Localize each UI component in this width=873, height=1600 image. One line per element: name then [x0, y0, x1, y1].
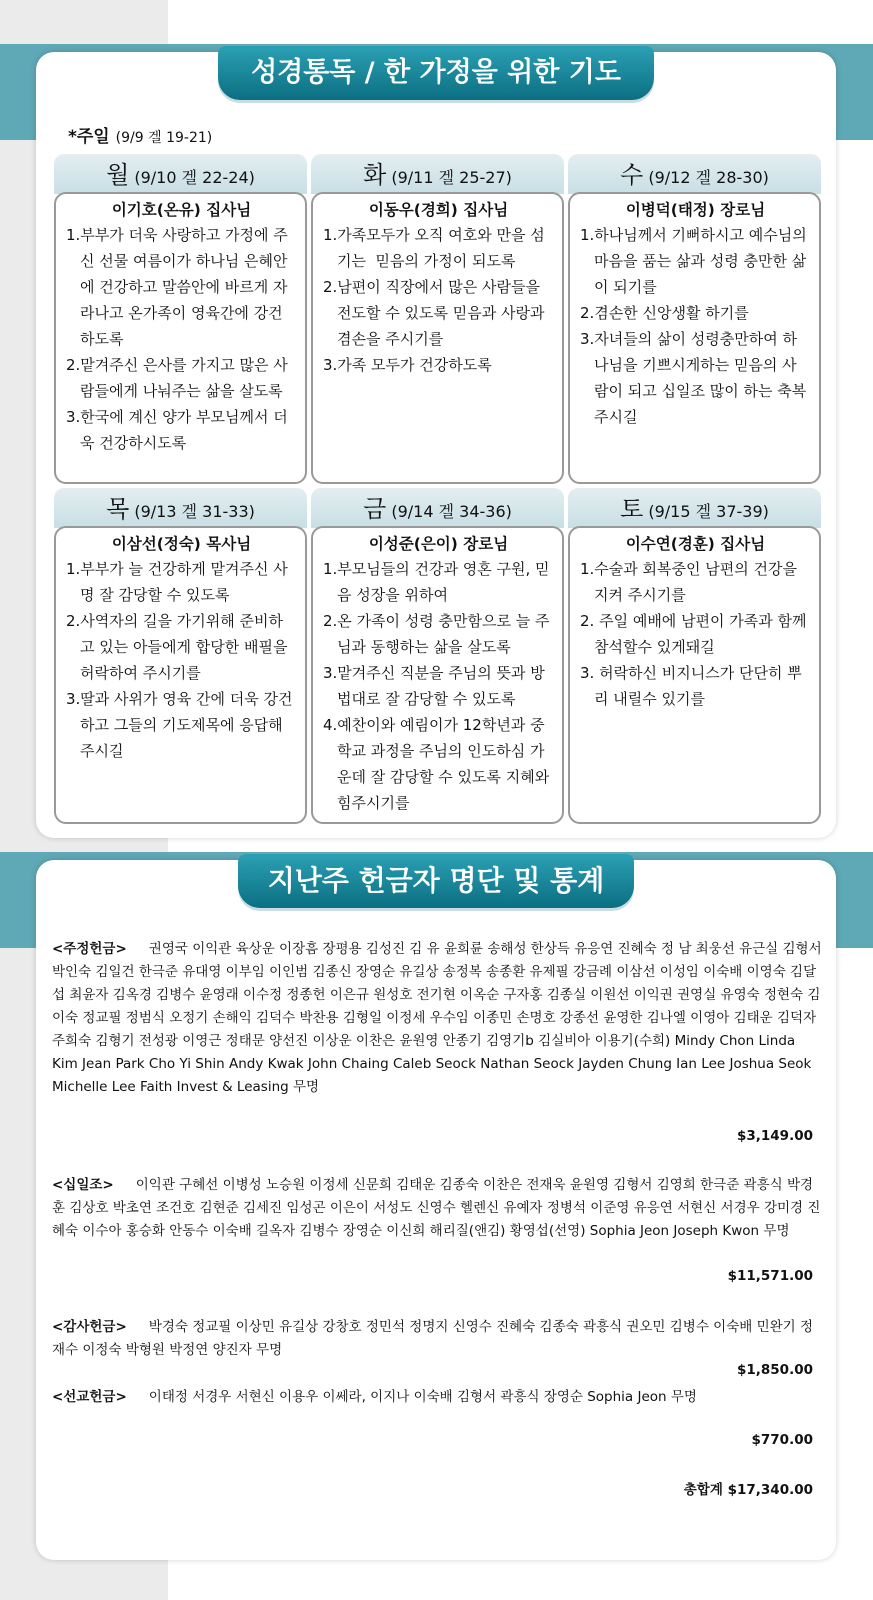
day-reading-range: (9/13 겔 31-33) — [134, 502, 255, 521]
prayer-person: 이성준(은이) 장로님 — [368, 535, 509, 553]
prayer-item: 2.겸손한 신앙생활 하기를 — [580, 304, 749, 322]
prayer-item: 3.가족 모두가 건강하도록 — [323, 356, 492, 374]
day-prayer-box — [568, 192, 821, 484]
day-name: 토 — [620, 495, 644, 523]
sunday-reading — [68, 122, 212, 147]
section-names: 권영국 이익관 육상운 이장흠 장평용 김성진 김 유 윤희륜 송해성 한상득 유응연 진혜숙 정 남 최웅선 유근실 김형서 박인숙 김일건 한극준 유대영 이부임 이인범 김종신 장영순 유길상 송정복 송종환 유제필 강금례 이삼선 이성임 이숙배 이영숙 김달섭 최윤자 김옥경 김병수 윤영래 이수정 정종헌 이은규 원성호 전기현 이옥순 구자홍 김종실 이원선 이익권 권영실 유영숙 정현숙 김이숙 정교필 정범식 오정기 손해익 김덕수 박찬용 김형일 이정세 우수임 이종민 손명호 강종선 윤영한 김나엘 이영아 김태운 김덕자 주희숙 김형기 전성광 이영근 정태문 양선진 이상운 이찬은 윤원영 안종기 김영기b 김실비아 이용기(수희) Mindy Chon Linda Kim Jean Park Cho Yi Shin Andy Kwak John Chaing Caleb Seock Nathan Seock Jayden Chung Ian Lee Joshua Seok Michelle Lee Faith Invest & Leasing 무명 — [52, 941, 822, 1095]
prayer-banner-title: 성경통독 / 한 가정을 위한 기도 — [251, 57, 621, 88]
prayer-item: 1.수술과 회복중인 남편의 건강을 지켜 주시기를 — [580, 560, 802, 604]
offering-banner-title: 지난주 헌금자 명단 및 통계 — [267, 864, 605, 897]
prayer-item: 2. 주일 예배에 남편이 가족과 함께 참석할수 있게돼길 — [580, 612, 812, 656]
prayer-day-2 — [568, 154, 821, 484]
day-header — [54, 154, 307, 194]
prayer-person: 이삼선(정숙) 목사님 — [111, 535, 252, 553]
section-label: <선교헌금> — [52, 1389, 127, 1405]
amount-mission: $770.00 — [751, 1432, 813, 1448]
prayer-person: 이동우(경희) 집사님 — [368, 201, 509, 219]
day-header — [568, 154, 821, 194]
offering-section-thanks — [52, 1316, 824, 1362]
prayer-day-4 — [311, 488, 564, 824]
prayer-item: 2.맡겨주신 은사를 가지고 많은 사람들에게 나눠주는 삶을 살도록 — [66, 356, 288, 400]
prayer-day-5 — [568, 488, 821, 824]
day-name: 수 — [620, 161, 644, 189]
day-reading-range: (9/10 겔 22-24) — [134, 168, 255, 187]
day-reading-range: (9/14 겔 34-36) — [391, 502, 512, 521]
prayer-item: 1.부모님들의 건강과 영혼 구원, 믿음 성장을 위하여 — [323, 560, 550, 604]
prayer-item: 3.자녀들의 삶이 성령충만하여 하나님을 기쁘시게하는 믿음의 사람이 되고 십일조 많이 하는 축복 주시길 — [580, 330, 811, 426]
amount-thanks: $1,850.00 — [736, 1362, 813, 1378]
section-label: <감사헌금> — [52, 1319, 127, 1335]
day-reading-range: (9/15 겔 37-39) — [648, 502, 769, 521]
prayer-item: 2.사역자의 길을 가기위해 준비하고 있는 아들에게 합당한 배필을 허락하여 주시기를 — [66, 612, 293, 682]
amount-weekly: $3,149.00 — [736, 1128, 813, 1144]
offering-section-weekly — [52, 938, 824, 1099]
day-prayer-box — [311, 192, 564, 484]
day-reading-range: (9/11 겔 25-27) — [391, 168, 512, 187]
day-header — [568, 488, 821, 528]
day-header — [54, 488, 307, 528]
section-names: 박경숙 정교필 이상민 유길상 강창호 정민석 정명지 신영수 진혜숙 김종숙 곽흥식 권오민 김병수 이숙배 민완기 정재수 이정숙 박형원 박정연 양진자 무명 — [52, 1319, 814, 1358]
total-label: 총합계 — [683, 1482, 723, 1498]
day-name: 목 — [106, 495, 130, 523]
prayer-item: 3. 허락하신 비지니스가 단단히 뿌리 내릴수 있기를 — [580, 664, 802, 708]
day-name: 화 — [363, 161, 387, 189]
prayer-person: 이수연(경훈) 집사님 — [625, 535, 766, 553]
section-names: 이익관 구혜선 이병성 노승원 이정세 신문희 김태운 김종숙 이찬은 전재욱 윤원영 김형서 김영희 한극준 곽흥식 박경훈 김상호 박초연 조건호 김현준 김세진 임성곤 이은이 서성도 신영수 헬렌신 유예자 정병석 이준영 유응연 서현신 서경우 강미경 진혜숙 이수아 홍승화 안동수 이숙배 길옥자 김병수 장영순 이신희 해리질(앤김) 황영섭(선영) Sophia Jeon Joseph Kwon 무명 — [52, 1177, 821, 1239]
prayer-item: 3.딸과 사위가 영육 간에 더욱 강건하고 그들의 기도제목에 응답해 주시길 — [66, 690, 293, 760]
day-header — [311, 154, 564, 194]
day-name: 월 — [106, 161, 130, 189]
prayer-item: 1.가족모두가 오직 여호와 만을 섬기는 믿음의 가정이 되도록 — [323, 226, 545, 270]
prayer-item: 2.온 가족이 성령 충만함으로 늘 주님과 동행하는 삶을 살도록 — [323, 612, 550, 656]
section-label: <십일조> — [52, 1177, 114, 1193]
prayer-item: 1.하나님께서 기뻐하시고 예수님의 마음을 품는 삶과 성령 충만한 삶이 되기를 — [580, 226, 812, 296]
day-reading-range: (9/12 겔 28-30) — [648, 168, 769, 187]
day-prayer-box — [54, 526, 307, 824]
amount-tithe: $11,571.00 — [727, 1268, 813, 1284]
offering-section-mission — [52, 1386, 824, 1409]
section-names: 이태정 서경우 서현신 이용우 이쎄라, 이지나 이숙배 김형서 곽흥식 장영순 Sophia Jeon 무명 — [148, 1389, 697, 1405]
prayer-item: 2.남편이 직장에서 많은 사람들을 전도할 수 있도록 믿음과 사랑과 겸손을 주시기를 — [323, 278, 550, 348]
prayer-person: 이기호(온유) 집사님 — [111, 201, 252, 219]
prayer-person: 이병덕(태정) 장로님 — [625, 201, 766, 219]
day-name: 금 — [363, 495, 387, 523]
prayer-day-1 — [311, 154, 564, 484]
offering-total — [684, 1478, 813, 1498]
offering-section-tithe — [52, 1174, 824, 1243]
prayer-item: 1.부부가 더욱 사랑하고 가정에 주신 선물 여름이가 하나님 은혜안에 건강하고 말씀안에 바르게 자라나고 온가족이 영육간에 강건 하도록 — [66, 226, 288, 348]
offering-banner — [238, 854, 634, 908]
prayer-banner — [218, 46, 654, 100]
section-label: <주정헌금> — [52, 941, 127, 957]
prayer-item: 3.한국에 계신 양가 부모님께서 더욱 건강하시도록 — [66, 408, 288, 452]
day-prayer-box — [311, 526, 564, 824]
day-header — [311, 488, 564, 528]
prayer-day-3 — [54, 488, 307, 824]
sunday-range: (9/9 겔 19-21) — [115, 130, 213, 146]
total-amount: $17,340.00 — [727, 1482, 813, 1498]
prayer-day-0 — [54, 154, 307, 484]
sunday-label: *주일 — [68, 127, 110, 147]
prayer-item: 3.맡겨주신 직분을 주님의 뜻과 방법대로 잘 감당할 수 있도록 — [323, 664, 545, 708]
prayer-item: 4.예찬이와 예림이가 12학년과 중학교 과정을 주님의 인도하심 가운데 잘 감당할 수 있도록 지혜와 힘주시기를 — [323, 716, 554, 812]
prayer-item: 1.부부가 늘 건강하게 맡겨주신 사명 잘 감당할 수 있도록 — [66, 560, 288, 604]
day-prayer-box — [568, 526, 821, 824]
day-prayer-box — [54, 192, 307, 484]
